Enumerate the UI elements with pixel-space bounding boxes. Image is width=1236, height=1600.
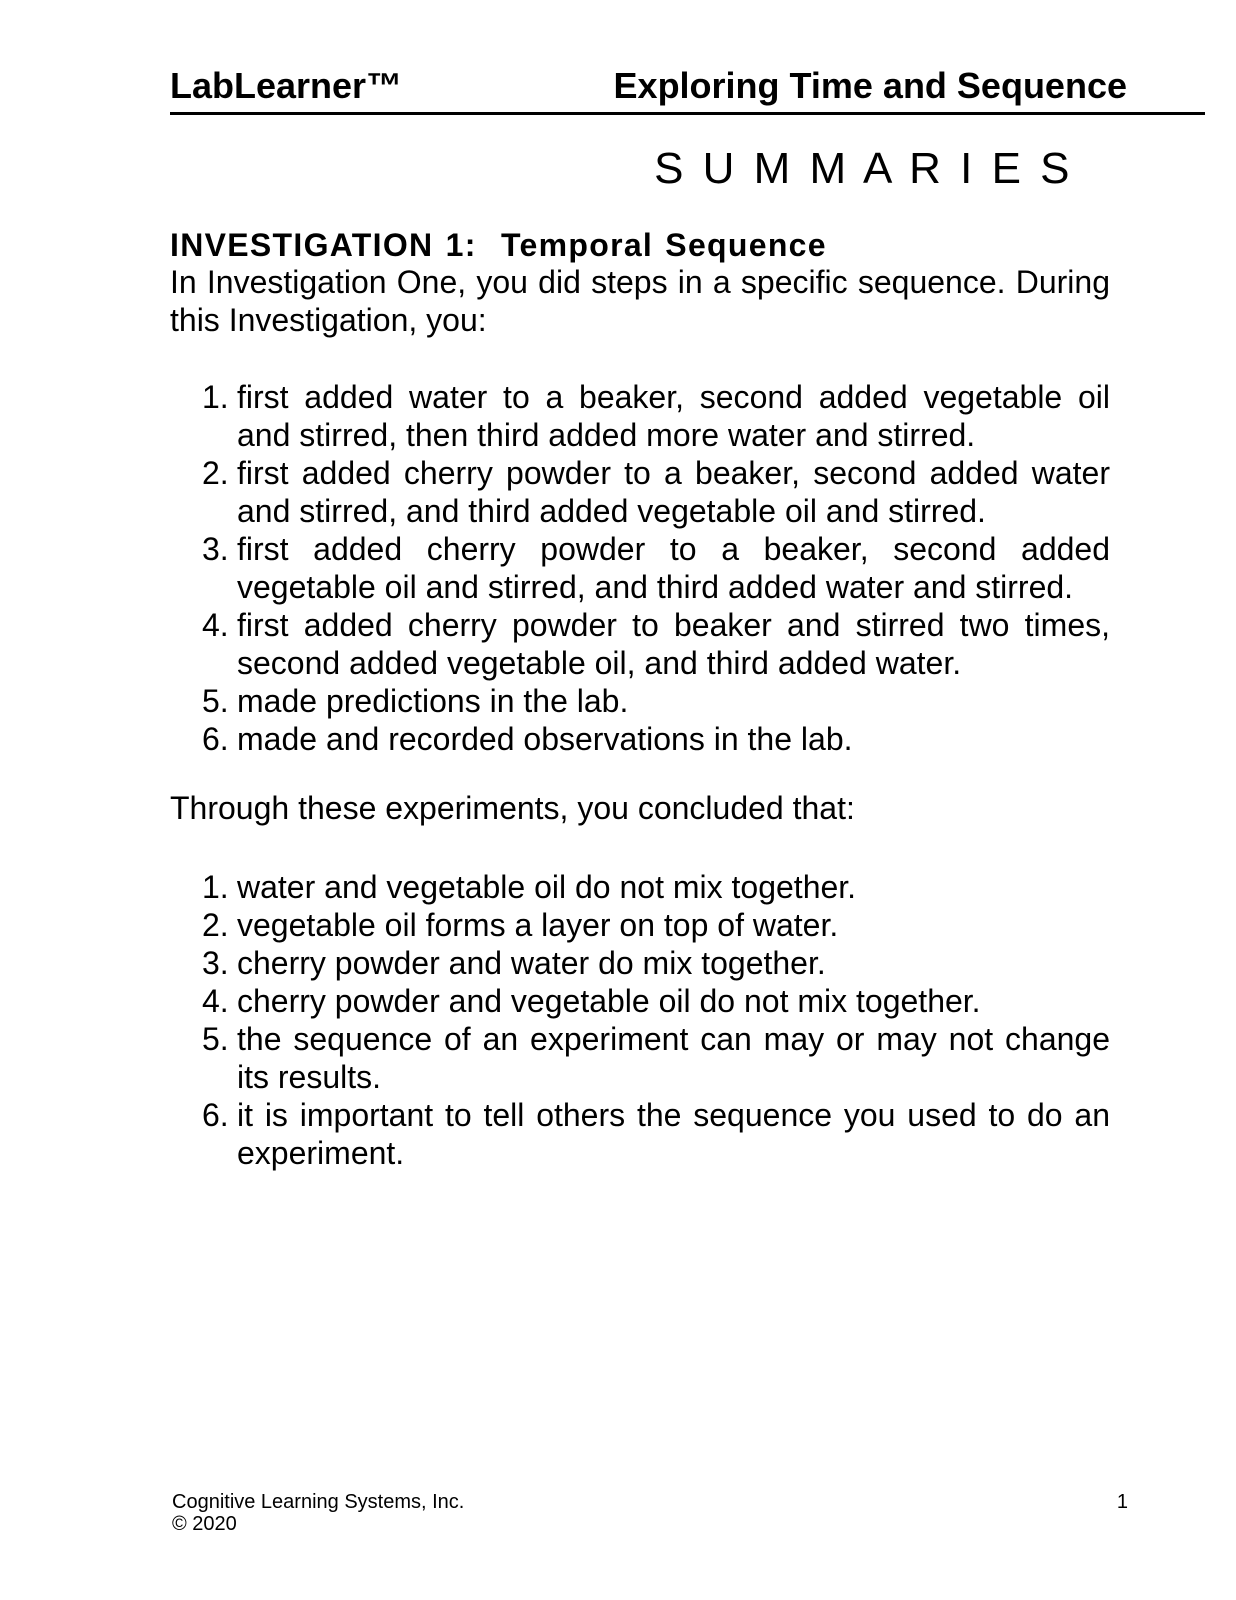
page-header [170,65,1127,107]
document-title: Exploring Time and Sequence [613,65,1127,106]
footer [172,1491,464,1535]
list-item [202,1020,1110,1096]
list-item [202,454,1110,530]
list-item [202,944,1110,982]
list-item-text: it is important to tell others the sequence you used to do an experiment. [237,1097,1110,1171]
list-item-number: 3. [202,531,229,567]
list-item [202,720,1110,758]
list-item-text: the sequence of an experiment can may or may not change its results. [237,1021,1110,1095]
list-item-text: water and vegetable oil do not mix together. [237,869,857,905]
list-item [202,906,1110,944]
footer-copyright: © 2020 [172,1513,237,1535]
list-item-number: 1. [202,379,229,415]
list-item-text: first added cherry powder to a beaker, second added vegetable oil and stirred, and third added water and stirred. [237,531,1110,605]
list-item [202,378,1110,454]
page-number: 1 [1116,1491,1128,1513]
list-item-number: 4. [202,983,229,1019]
conclusion-intro-paragraph: Through these experiments, you concluded that: [170,790,855,826]
list-item [202,868,1110,906]
investigation-heading: INVESTIGATION 1: Temporal Sequence [170,227,827,263]
list-item-number: 2. [202,907,229,943]
summaries-title: S U M M A R I E S [654,144,1073,193]
conclusions-list [202,868,1110,1172]
list-item-number: 6. [202,721,229,757]
list-item-number: 1. [202,869,229,905]
list-item-number: 2. [202,455,229,491]
header-divider [170,112,1205,115]
list-item [202,682,1110,720]
list-item-number: 4. [202,607,229,643]
intro-paragraph: In Investigation One, you did steps in a specific sequence. During this Investigation, you: [170,264,1110,338]
list-item-text: cherry powder and vegetable oil do not mix together. [237,983,981,1019]
list-item-number: 3. [202,945,229,981]
brand-title: LabLearner™ [170,65,403,106]
list-item-text: first added water to a beaker, second added vegetable oil and stirred, then third added more water and stirred. [237,379,1110,453]
list-item-text: first added cherry powder to a beaker, second added water and stirred, and third added vegetable oil and stirred. [237,455,1110,529]
list-item-number: 5. [202,1021,229,1057]
list-item [202,530,1110,606]
list-item-text: made and recorded observations in the lab. [237,721,853,757]
list-item-text: vegetable oil forms a layer on top of water. [237,907,839,943]
list-item-number: 5. [202,683,229,719]
list-item-text: made predictions in the lab. [237,683,629,719]
footer-company-name: Cognitive Learning Systems, Inc. [172,1491,465,1513]
list-item [202,982,1110,1020]
list-item-text: cherry powder and water do mix together. [237,945,826,981]
list-item-text: first added cherry powder to beaker and stirred two times, second added vegetable oil, and third added water. [237,607,1110,681]
list-item-number: 6. [202,1097,229,1133]
list-item [202,1096,1110,1172]
list-item [202,606,1110,682]
steps-list [202,378,1110,758]
